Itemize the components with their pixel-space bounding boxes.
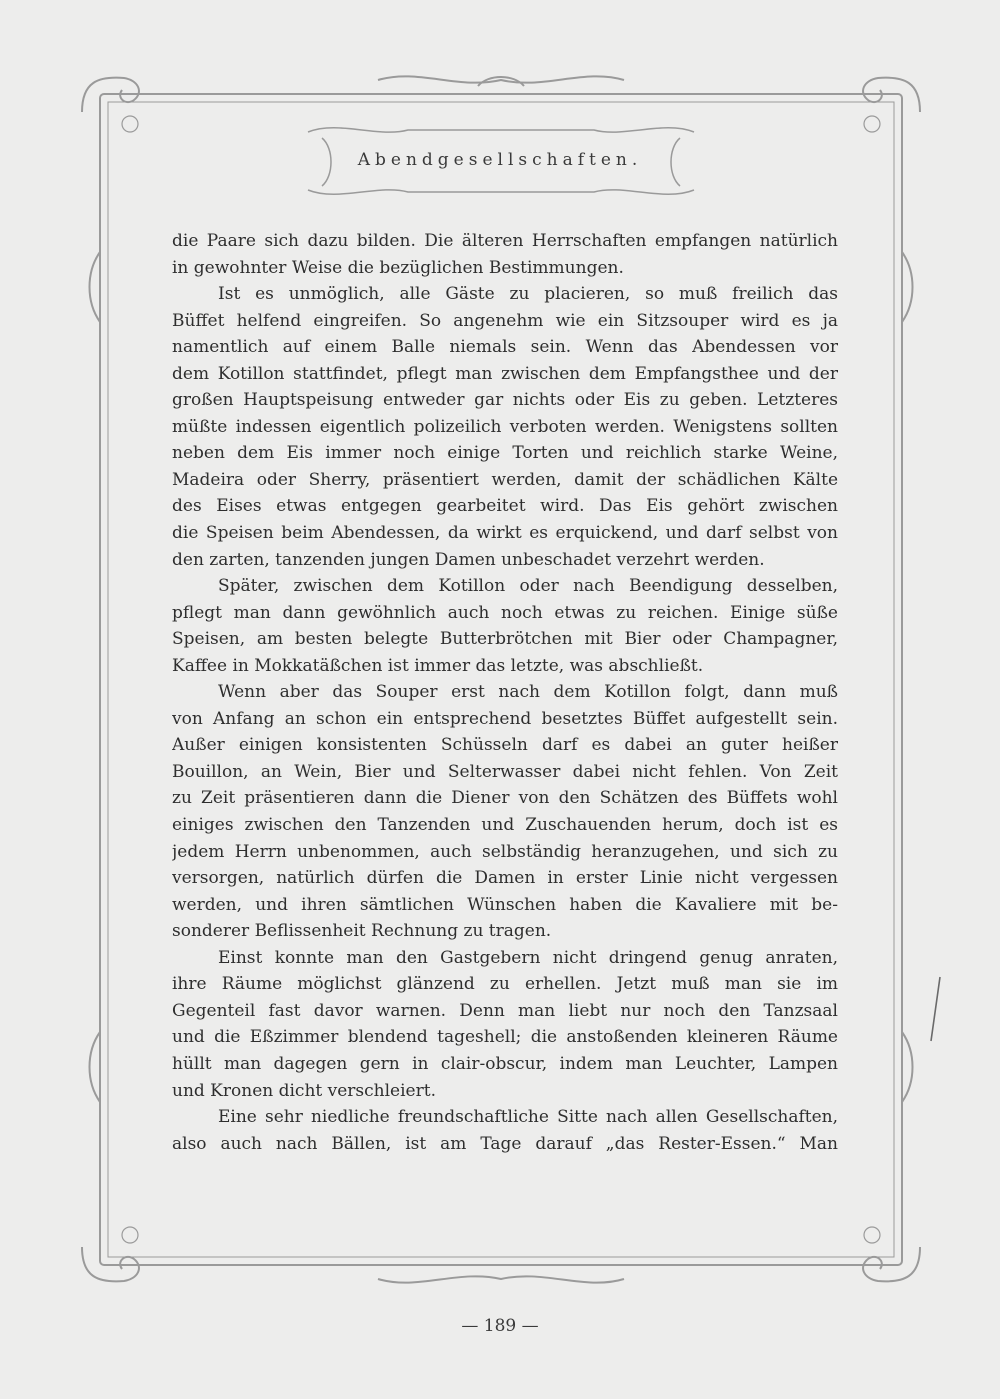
page-header-title: Abendgesellschaften. [357, 150, 643, 170]
text-line: Gegenteil fast davor warnen. Denn man liebt nur noch den Tanzsaal [172, 1000, 838, 1021]
text-line: dem Kotillon stattfindet, pflegt man zwischen dem Empfangsthee und der [172, 363, 838, 384]
text-line: den zarten, tanzenden jungen Damen unbeschadet verzehrt werden. [172, 549, 765, 570]
text-line: die Paare sich dazu bilden. Die älteren Herrschaften empfangen natürlich [172, 231, 838, 251]
text-line: Kaffee in Mokkatäßchen ist immer das letzte, was abschließt. [172, 655, 704, 676]
text-line: Speisen, am besten belegte Butterbrötchen mit Bier oder Champagner, [172, 629, 838, 650]
text-line: Eine sehr niedliche freundschaftliche Sitte nach allen Gesellschaften, [218, 1107, 838, 1128]
text-line: und Kronen dicht verschleiert. [172, 1080, 436, 1101]
text-line: zu Zeit präsentieren dann die Diener von den Schätzen des Büffets wohl [172, 788, 838, 809]
text-line: versorgen, natürlich dürfen die Damen in erster Linie nicht vergessen [172, 868, 838, 889]
text-line: ihre Räume möglichst glänzend zu erhellen. Jetzt muß man sie im [172, 974, 838, 995]
text-line: Madeira oder Sherry, präsentiert werden, damit der schädlichen Kälte [172, 469, 838, 490]
text-line: also auch nach Bällen, ist am Tage darauf „das Rester-Essen.“ Man [172, 1133, 838, 1154]
page-number: — 189 — [461, 1316, 539, 1336]
text-line: Später, zwischen dem Kotillon oder nach Beendigung desselben, [218, 576, 838, 597]
text-line: Büffet helfend eingreifen. So angenehm wie ein Sitzsouper wird es ja [172, 310, 838, 331]
text-line: von Anfang an schon ein entsprechend besetztes Büffet aufgestellt sein. [172, 708, 838, 729]
text-line: in gewohnter Weise die bezüglichen Bestimmungen. [172, 257, 624, 278]
body-text [172, 228, 838, 1157]
text-line: werden, und ihren sämtlichen Wünschen haben die Kavaliere mit be- [172, 894, 838, 915]
text-line: neben dem Eis immer noch einige Torten und reichlich starke Weine, [172, 443, 838, 464]
text-line: und die Eßzimmer blendend tageshell; die anstoßenden kleineren Räume [172, 1027, 838, 1048]
text-line: Ist es unmöglich, alle Gäste zu placieren, so muß freilich das [218, 284, 838, 305]
text-line: hüllt man dagegen gern in clair-obscur, indem man Leuchter, Lampen [172, 1053, 838, 1074]
text-line: des Eises etwas entgegen gearbeitet wird. Das Eis gehört zwischen [172, 496, 838, 517]
text-line: pflegt man dann gewöhnlich auch noch etwas zu reichen. Einige süße [172, 602, 838, 623]
text-line: die Speisen beim Abendessen, da wirkt es erquickend, und darf selbst von [172, 523, 838, 544]
text-line: Wenn aber das Souper erst nach dem Kotillon folgt, dann muß [218, 682, 838, 703]
margin-pencil-mark [928, 975, 942, 1045]
text-line: großen Hauptspeisung entweder gar nichts oder Eis zu geben. Letzteres [172, 390, 838, 411]
text-line: einiges zwischen den Tanzenden und Zuschauenden herum, doch ist es [172, 815, 838, 836]
text-line: Einst konnte man den Gastgebern nicht dringend genug anraten, [218, 947, 838, 968]
text-line: Bouillon, an Wein, Bier und Selterwasser dabei nicht fehlen. Von Zeit [172, 761, 838, 782]
text-line: sonderer Beflissenheit Rechnung zu tragen. [172, 921, 552, 942]
text-line: namentlich auf einem Balle niemals sein. Wenn das Abendessen vor [172, 337, 838, 358]
text-line: müßte indessen eigentlich polizeilich verboten werden. Wenigstens sollten [172, 416, 838, 437]
running-header [300, 142, 700, 178]
text-line: Außer einigen konsistenten Schüsseln darf es dabei an guter heißer [172, 735, 838, 756]
text-line: jedem Herrn unbenommen, auch selbständig heranzugehen, und sich zu [172, 841, 838, 862]
